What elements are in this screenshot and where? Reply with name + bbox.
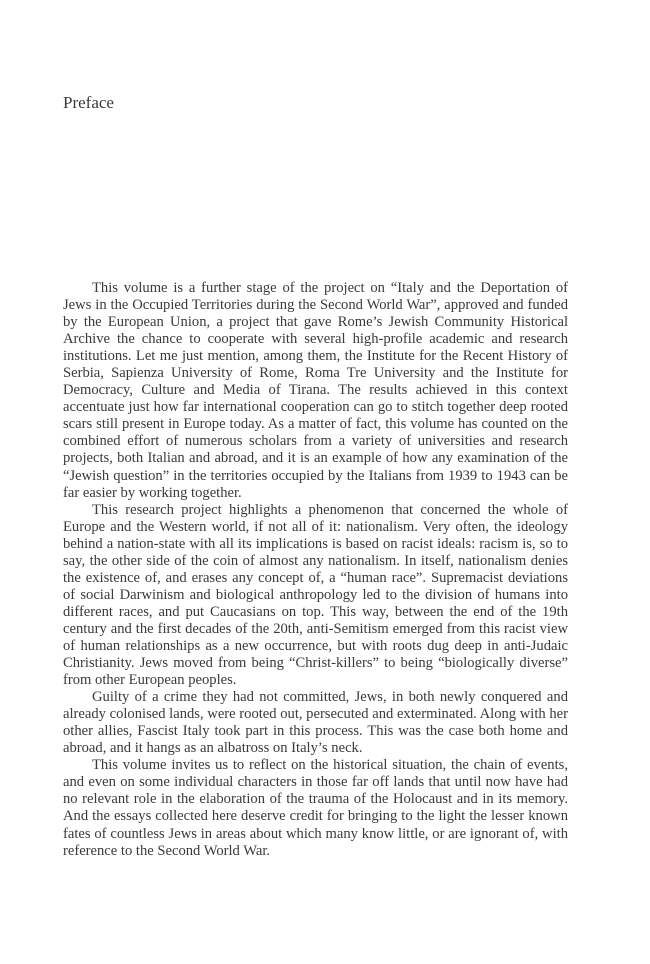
page-title: Preface (63, 93, 114, 112)
paragraph-4: This volume invites us to reflect on the historical situation, the chain of events, and even on some individual characters in those far off lands that until now have had no relevant role in the elaboration of the trauma of the Holocaust and in its memory. And the essays collected here deserve credit for bringing to the light the lesser known fates of countless Jews in areas about which many know little, or are ignorant of, with reference to the Second World War. (63, 757, 568, 859)
preface-body (63, 280, 568, 860)
paragraph-2: This research project highlights a phenomenon that concerned the whole of Europe and the Western world, if not all of it: nationalism. Very often, the ideology behind a nation-state with all its implications is based on racist ideals: racism is, so to say, the other side of the coin of almost any nationalism. In itself, nationalism denies the existence of, and erases any concept of, a “human race”. Supremacist deviations of social Darwinism and biological anthropology led to the division of humans into different races, and put Caucasians on top. This way, between the end of the 19th century and the first decades of the 20th, anti-Semitism emerged from this racist view of human relationships as a new occurrence, but with roots dug deep in anti-Judaic Christianity. Jews moved from being “Christ-killers” to being “biologically diverse” from other European peoples. (63, 501, 568, 689)
paragraph-1: This volume is a further stage of the project on “Italy and the Deportation of Jews in the Occupied Territories during the Second World War”, approved and funded by the European Union, a project that gave Rome’s Jewish Community Historical Archive the chance to cooperate with several high-profile academic and research institutions. Let me just mention, among them, the Institute for the Recent History of Serbia, Sapienza University of Rome, Roma Tre University and the Institute for Democracy, Culture and Media of Tirana. The results achieved in this context accentuate just how far international cooperation can go to stitch together deep rooted scars still present in Europe today. As a matter of fact, this volume has counted on the combined effort of numerous scholars from a variety of universities and research projects, both Italian and abroad, and it is an example of how any examination of the “Jewish question” in the territories occupied by the Italians from 1939 to 1943 can be far easier by working together. (63, 280, 568, 501)
paragraph-3: Guilty of a crime they had not committed, Jews, in both newly conquered and already colonised lands, were rooted out, persecuted and exterminated. Along with her other allies, Fascist Italy took part in this process. This was the case both home and abroad, and it hangs as an albatross on Italy’s neck. (63, 689, 568, 757)
